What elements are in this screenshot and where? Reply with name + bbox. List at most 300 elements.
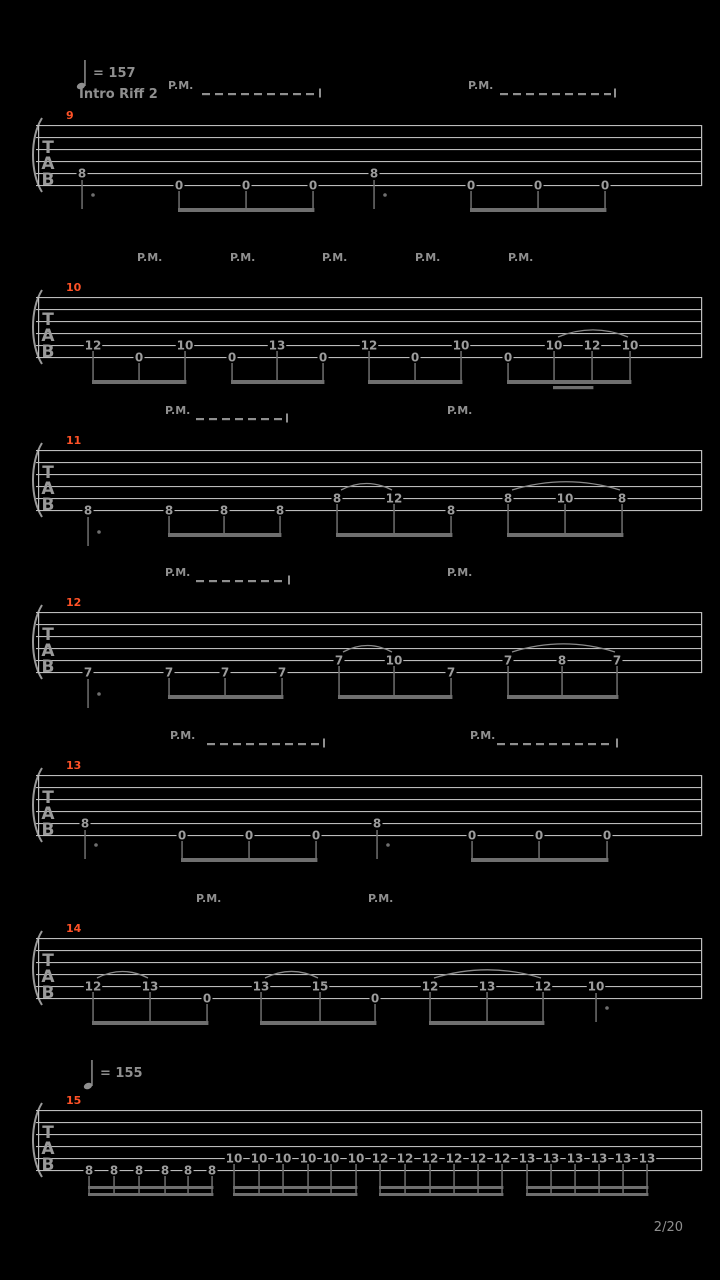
note-stem [92, 992, 94, 1025]
note-stem [501, 1164, 503, 1196]
fret-number: 0 [227, 350, 237, 365]
palm-mute-label: P.M. [368, 892, 394, 905]
palm-mute-dash [280, 93, 288, 95]
tab-clef-letter: T [42, 310, 54, 330]
palm-mute-label: P.M. [165, 566, 191, 579]
note-stem [211, 1176, 213, 1196]
augmentation-dot [91, 193, 95, 197]
tab-clef-letter: B [41, 657, 55, 677]
palm-mute-dash [565, 93, 573, 95]
tab-clef-letter: A [41, 1139, 55, 1159]
tempo-note-stem [84, 60, 86, 86]
fret-number: 0 [174, 178, 184, 193]
palm-mute-dash [497, 743, 505, 745]
fret-number: 8 [83, 503, 93, 518]
fret-number: 10 [587, 979, 605, 994]
note-stem [453, 1164, 455, 1196]
tab-clef-letter: B [41, 170, 55, 190]
fret-number: 0 [600, 178, 610, 193]
fret-number: 8 [503, 491, 513, 506]
fret-number: 10 [452, 338, 470, 353]
beam [88, 1186, 213, 1189]
tempo-note-stem [91, 1060, 93, 1086]
note-stem [279, 516, 281, 537]
note-stem [187, 1176, 189, 1196]
fret-number: 13 [518, 1151, 536, 1166]
note-stem [233, 1164, 235, 1196]
fret-number: 7 [277, 665, 287, 680]
fret-number: 10 [347, 1151, 365, 1166]
fret-number: 13 [252, 979, 270, 994]
augmentation-dot [605, 1006, 609, 1010]
staff-line [36, 1134, 702, 1135]
beam [526, 1186, 648, 1189]
tab-clef-letter: T [42, 788, 54, 808]
note-stem [393, 504, 395, 537]
fret-number: 12 [445, 1151, 463, 1166]
barline-end [701, 1110, 702, 1171]
note-stem [470, 191, 472, 212]
note-stem [574, 1164, 576, 1196]
palm-mute-dash [267, 93, 275, 95]
fret-number: 8 [275, 503, 285, 518]
palm-mute-dash [298, 743, 306, 745]
staff-line [36, 811, 702, 812]
note-stem [450, 678, 452, 699]
measure-number: 13 [66, 759, 82, 772]
fret-number: 13 [268, 338, 286, 353]
barline-start [38, 775, 39, 836]
palm-mute-dash [235, 580, 243, 582]
note-stem [223, 516, 225, 537]
palm-mute-dash [578, 93, 586, 95]
note-stem [368, 351, 370, 384]
beam [379, 1186, 503, 1189]
palm-mute-dash [604, 93, 611, 95]
staff-line [36, 787, 702, 788]
note-stem [319, 992, 321, 1025]
palm-mute-dash [510, 743, 518, 745]
palm-mute-dash [523, 743, 531, 745]
note-stem [92, 351, 94, 384]
staff-line [36, 462, 702, 463]
barline-end [701, 938, 702, 999]
staff-line [36, 321, 702, 322]
barline-start [38, 612, 39, 673]
note-stem [282, 1164, 284, 1196]
fret-number: 0 [466, 178, 476, 193]
palm-mute-dash [285, 743, 293, 745]
note-stem [621, 504, 623, 537]
tempo-label: = 155 [100, 1066, 143, 1081]
slur [512, 644, 615, 652]
staff-line [36, 450, 702, 451]
palm-mute-dash [209, 418, 217, 420]
fret-number: 0 [134, 350, 144, 365]
palm-mute-label: P.M. [230, 251, 256, 264]
note-stem [598, 1164, 600, 1196]
note-stem [379, 1164, 381, 1196]
tab-clef-letter: B [41, 983, 55, 1003]
fret-number: 8 [219, 503, 229, 518]
palm-mute-dash [222, 580, 230, 582]
fret-number: 0 [503, 350, 513, 365]
palm-mute-end-tick [614, 89, 616, 98]
fret-number: 12 [84, 979, 102, 994]
note-stem [404, 1164, 406, 1196]
augmentation-dot [97, 692, 101, 696]
staff-line [36, 624, 702, 625]
note-stem [178, 191, 180, 212]
fret-number: 7 [612, 653, 622, 668]
note-stem [181, 841, 183, 862]
palm-mute-dash [259, 743, 267, 745]
palm-mute-dash [248, 580, 256, 582]
note-stem [206, 1004, 208, 1025]
barline-end [701, 450, 702, 511]
palm-mute-dash [591, 93, 599, 95]
note-stem [629, 351, 631, 384]
palm-mute-dash [526, 93, 534, 95]
palm-mute-label: P.M. [415, 251, 441, 264]
note-stem [526, 1164, 528, 1196]
barline-start [38, 450, 39, 511]
note-stem [486, 992, 488, 1025]
note-stem [281, 678, 283, 699]
note-stem [312, 191, 314, 212]
note-stem [604, 191, 606, 212]
palm-mute-end-tick [288, 576, 290, 585]
fret-number: 7 [83, 665, 93, 680]
fret-number: 0 [311, 828, 321, 843]
note-stem [553, 351, 555, 384]
fret-number: 0 [370, 991, 380, 1006]
palm-mute-dash [215, 93, 223, 95]
barline-start [38, 1110, 39, 1171]
tab-clef-letter: B [41, 1155, 55, 1175]
staff-line [36, 636, 702, 637]
note-stem [245, 191, 247, 212]
note-stem [168, 678, 170, 699]
slur [512, 482, 620, 490]
palm-mute-dash [196, 580, 204, 582]
note-stem [507, 666, 509, 699]
tab-clef-letter: B [41, 495, 55, 515]
fret-number: 12 [583, 338, 601, 353]
fret-number: 13 [566, 1151, 584, 1166]
note-stem [168, 516, 170, 537]
palm-mute-dash [601, 743, 609, 745]
note-stem [507, 504, 509, 537]
barline-end [701, 125, 702, 186]
staff-line [36, 474, 702, 475]
augmentation-dot [94, 843, 98, 847]
note-stem [595, 993, 597, 1022]
barline-start [38, 125, 39, 186]
palm-mute-dash [311, 743, 319, 745]
tab-clef-letter: A [41, 641, 55, 661]
note-stem [477, 1164, 479, 1196]
beam-secondary [526, 1193, 648, 1196]
fret-number: 0 [308, 178, 318, 193]
note-stem [414, 363, 416, 384]
fret-number: 7 [334, 653, 344, 668]
note-stem [542, 992, 544, 1025]
fret-number: 13 [638, 1151, 656, 1166]
palm-mute-dash [233, 743, 241, 745]
note-stem [561, 666, 563, 699]
note-stem [84, 830, 86, 859]
palm-mute-dash [196, 418, 204, 420]
note-stem [374, 1004, 376, 1025]
staff-line [36, 161, 702, 162]
palm-mute-dash [241, 93, 249, 95]
beam [233, 1186, 357, 1189]
beam [507, 380, 631, 384]
palm-mute-label: P.M. [508, 251, 534, 264]
staff-line [36, 149, 702, 150]
note-stem [81, 180, 83, 209]
note-stem [113, 1176, 115, 1196]
augmentation-dot [97, 530, 101, 534]
fret-number: 8 [134, 1163, 144, 1178]
palm-mute-dash [254, 93, 262, 95]
page-indicator: 2/20 [653, 1220, 683, 1235]
fret-number: 10 [545, 338, 563, 353]
fret-number: 7 [220, 665, 230, 680]
barline-start [38, 297, 39, 358]
tab-clef-letter: T [42, 1123, 54, 1143]
note-stem [258, 1164, 260, 1196]
note-stem [307, 1164, 309, 1196]
note-stem [460, 351, 462, 384]
fret-number: 10 [274, 1151, 292, 1166]
fret-number: 13 [141, 979, 159, 994]
note-stem [429, 992, 431, 1025]
staff-line [36, 998, 702, 999]
note-stem [260, 992, 262, 1025]
tab-clef-letter: T [42, 625, 54, 645]
fret-number: 10 [322, 1151, 340, 1166]
note-stem [224, 678, 226, 699]
note-stem [330, 1164, 332, 1196]
measure-number: 11 [66, 434, 82, 447]
palm-mute-dash [228, 93, 236, 95]
tab-clef-letter: A [41, 154, 55, 174]
augmentation-dot [386, 843, 390, 847]
palm-mute-dash [293, 93, 301, 95]
fret-number: 0 [241, 178, 251, 193]
staff-line [36, 660, 702, 661]
palm-mute-dash [209, 580, 217, 582]
palm-mute-dash [513, 93, 521, 95]
palm-mute-dash [222, 418, 230, 420]
fret-number: 15 [311, 979, 329, 994]
note-stem [616, 666, 618, 699]
palm-mute-dash [272, 743, 280, 745]
fret-number: 12 [421, 979, 439, 994]
fret-number: 8 [80, 816, 90, 831]
note-stem [355, 1164, 357, 1196]
note-stem [591, 351, 593, 384]
tab-clef-letter: T [42, 138, 54, 158]
palm-mute-dash [202, 93, 210, 95]
slur [434, 970, 541, 978]
palm-mute-dash [562, 743, 570, 745]
note-stem [507, 363, 509, 384]
fret-number: 0 [467, 828, 477, 843]
fret-number: 0 [177, 828, 187, 843]
fret-number: 7 [446, 665, 456, 680]
fret-number: 0 [533, 178, 543, 193]
note-stem [550, 1164, 552, 1196]
fret-number: 8 [160, 1163, 170, 1178]
fret-number: 12 [421, 1151, 439, 1166]
barline-end [701, 297, 702, 358]
palm-mute-label: P.M. [170, 729, 196, 742]
note-stem [315, 841, 317, 862]
fret-number: 12 [534, 979, 552, 994]
beam [260, 1021, 376, 1025]
measure-number: 15 [66, 1094, 82, 1107]
tab-clef-letter: B [41, 820, 55, 840]
beam-secondary [379, 1193, 503, 1196]
note-stem [537, 191, 539, 212]
note-stem [622, 1164, 624, 1196]
staff-line [36, 498, 702, 499]
fret-number: 12 [493, 1151, 511, 1166]
palm-mute-dash [274, 580, 282, 582]
fret-number: 13 [478, 979, 496, 994]
fret-number: 8 [446, 503, 456, 518]
palm-mute-dash [575, 743, 583, 745]
note-stem [606, 841, 608, 862]
staff-line [36, 962, 702, 963]
fret-number: 7 [164, 665, 174, 680]
tab-clef-letter: T [42, 951, 54, 971]
fret-number: 12 [469, 1151, 487, 1166]
palm-mute-end-tick [323, 739, 325, 748]
staff-line [36, 1110, 702, 1111]
measure-number: 9 [66, 109, 74, 122]
fret-number: 10 [225, 1151, 243, 1166]
tab-clef-letter: B [41, 342, 55, 362]
note-stem [149, 992, 151, 1025]
staff-line [36, 823, 702, 824]
fret-number: 8 [164, 503, 174, 518]
fret-number: 8 [372, 816, 382, 831]
note-stem [471, 841, 473, 862]
palm-mute-dash [306, 93, 314, 95]
staff-line [36, 950, 702, 951]
palm-mute-dash [246, 743, 254, 745]
note-stem [248, 841, 250, 862]
palm-mute-label: P.M. [322, 251, 348, 264]
staff-line [36, 309, 702, 310]
palm-mute-dash [588, 743, 596, 745]
palm-mute-dash [248, 418, 256, 420]
note-stem [393, 666, 395, 699]
fret-number: 8 [369, 166, 379, 181]
palm-mute-dash [220, 743, 228, 745]
palm-mute-dash [500, 93, 508, 95]
staff-line [36, 938, 702, 939]
tab-clef-letter: A [41, 479, 55, 499]
fret-number: 12 [84, 338, 102, 353]
staff-line [36, 333, 702, 334]
fret-number: 8 [617, 491, 627, 506]
note-stem [138, 1176, 140, 1196]
beam-secondary [88, 1193, 213, 1196]
palm-mute-dash [274, 418, 282, 420]
note-stem [184, 351, 186, 384]
palm-mute-label: P.M. [165, 404, 191, 417]
staff-line [36, 974, 702, 975]
note-stem [87, 517, 89, 546]
staff-line [36, 137, 702, 138]
palm-mute-dash [207, 743, 215, 745]
note-stem [376, 830, 378, 859]
staff-line [36, 1122, 702, 1123]
measure-number: 10 [66, 281, 82, 294]
note-stem [450, 516, 452, 537]
beam-secondary [233, 1193, 357, 1196]
palm-mute-label: P.M. [470, 729, 496, 742]
fret-number: 13 [614, 1151, 632, 1166]
note-stem [231, 363, 233, 384]
barline-end [701, 775, 702, 836]
fret-number: 13 [542, 1151, 560, 1166]
staff-line [36, 297, 702, 298]
fret-number: 10 [621, 338, 639, 353]
note-stem [564, 504, 566, 537]
palm-mute-label: P.M. [137, 251, 163, 264]
measure-number: 12 [66, 596, 82, 609]
palm-mute-end-tick [286, 414, 288, 423]
measure-number: 14 [66, 922, 82, 935]
fret-number: 8 [77, 166, 87, 181]
palm-mute-dash [549, 743, 557, 745]
staff-line [36, 799, 702, 800]
palm-mute-label: P.M. [196, 892, 222, 905]
fret-number: 13 [590, 1151, 608, 1166]
staff-line [36, 612, 702, 613]
fret-number: 12 [385, 491, 403, 506]
palm-mute-label: P.M. [447, 566, 473, 579]
fret-number: 12 [371, 1151, 389, 1166]
note-stem [138, 363, 140, 384]
note-stem [538, 841, 540, 862]
palm-mute-dash [552, 93, 560, 95]
staff-line [36, 672, 702, 673]
section-label: Intro Riff 2 [79, 87, 158, 102]
palm-mute-end-tick [616, 739, 618, 748]
fret-number: 0 [318, 350, 328, 365]
note-stem [88, 1176, 90, 1196]
note-stem [164, 1176, 166, 1196]
fret-number: 10 [176, 338, 194, 353]
palm-mute-dash [261, 418, 269, 420]
note-stem [336, 504, 338, 537]
barline-end [701, 612, 702, 673]
palm-mute-dash [539, 93, 547, 95]
fret-number: 12 [396, 1151, 414, 1166]
fret-number: 10 [250, 1151, 268, 1166]
note-stem [338, 666, 340, 699]
tempo-label: = 157 [93, 66, 136, 81]
palm-mute-end-tick [319, 89, 321, 98]
fret-number: 8 [84, 1163, 94, 1178]
